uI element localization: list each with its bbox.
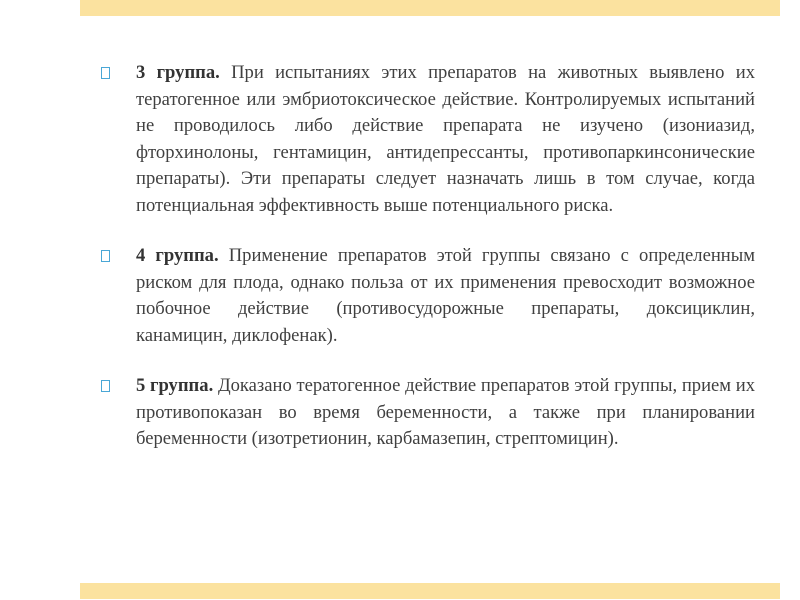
square-bullet-icon [101,67,110,79]
slide-body [100,60,755,477]
bullet-item-group-4 [100,243,755,349]
group-label: 3 группа. [136,62,220,83]
bullet-paragraph [136,243,755,349]
square-bullet-icon [101,380,110,392]
top-decorative-band [80,0,780,16]
bottom-decorative-band [80,583,780,599]
bullet-paragraph [136,373,755,453]
bullet-item-group-3 [100,60,755,219]
bullet-item-group-5 [100,373,755,453]
bullet-body-text: Применение препаратов этой группы связано с определенным риском для плода, однако польза от их применения превосходит возможное побочное действие (противосудорожные препараты, доксициклин, канамицин, диклофенак). [136,245,755,346]
group-label: 4 группа. [136,245,219,266]
square-bullet-icon [101,250,110,262]
bullet-paragraph [136,60,755,219]
bullet-body-text: При испытаниях этих препаратов на животных выявлено их тератогенное или эмбриотоксическое действие. Контролируемых испытаний не проводилось либо действие препарата не изучено (изониазид, фторхинолоны, гентамицин, антидепрессанты, противопаркинсонические препараты). Эти препараты следует назначать лишь в том случае, когда потенциальная эффективность выше потенциального риска. [136,62,755,216]
group-label: 5 группа. [136,375,214,396]
bullet-body-text: Доказано тератогенное действие препаратов этой группы, прием их противопоказан во время беременности, а также при планировании беременности (изотретионин, карбамазепин, стрептомицин). [136,375,755,449]
